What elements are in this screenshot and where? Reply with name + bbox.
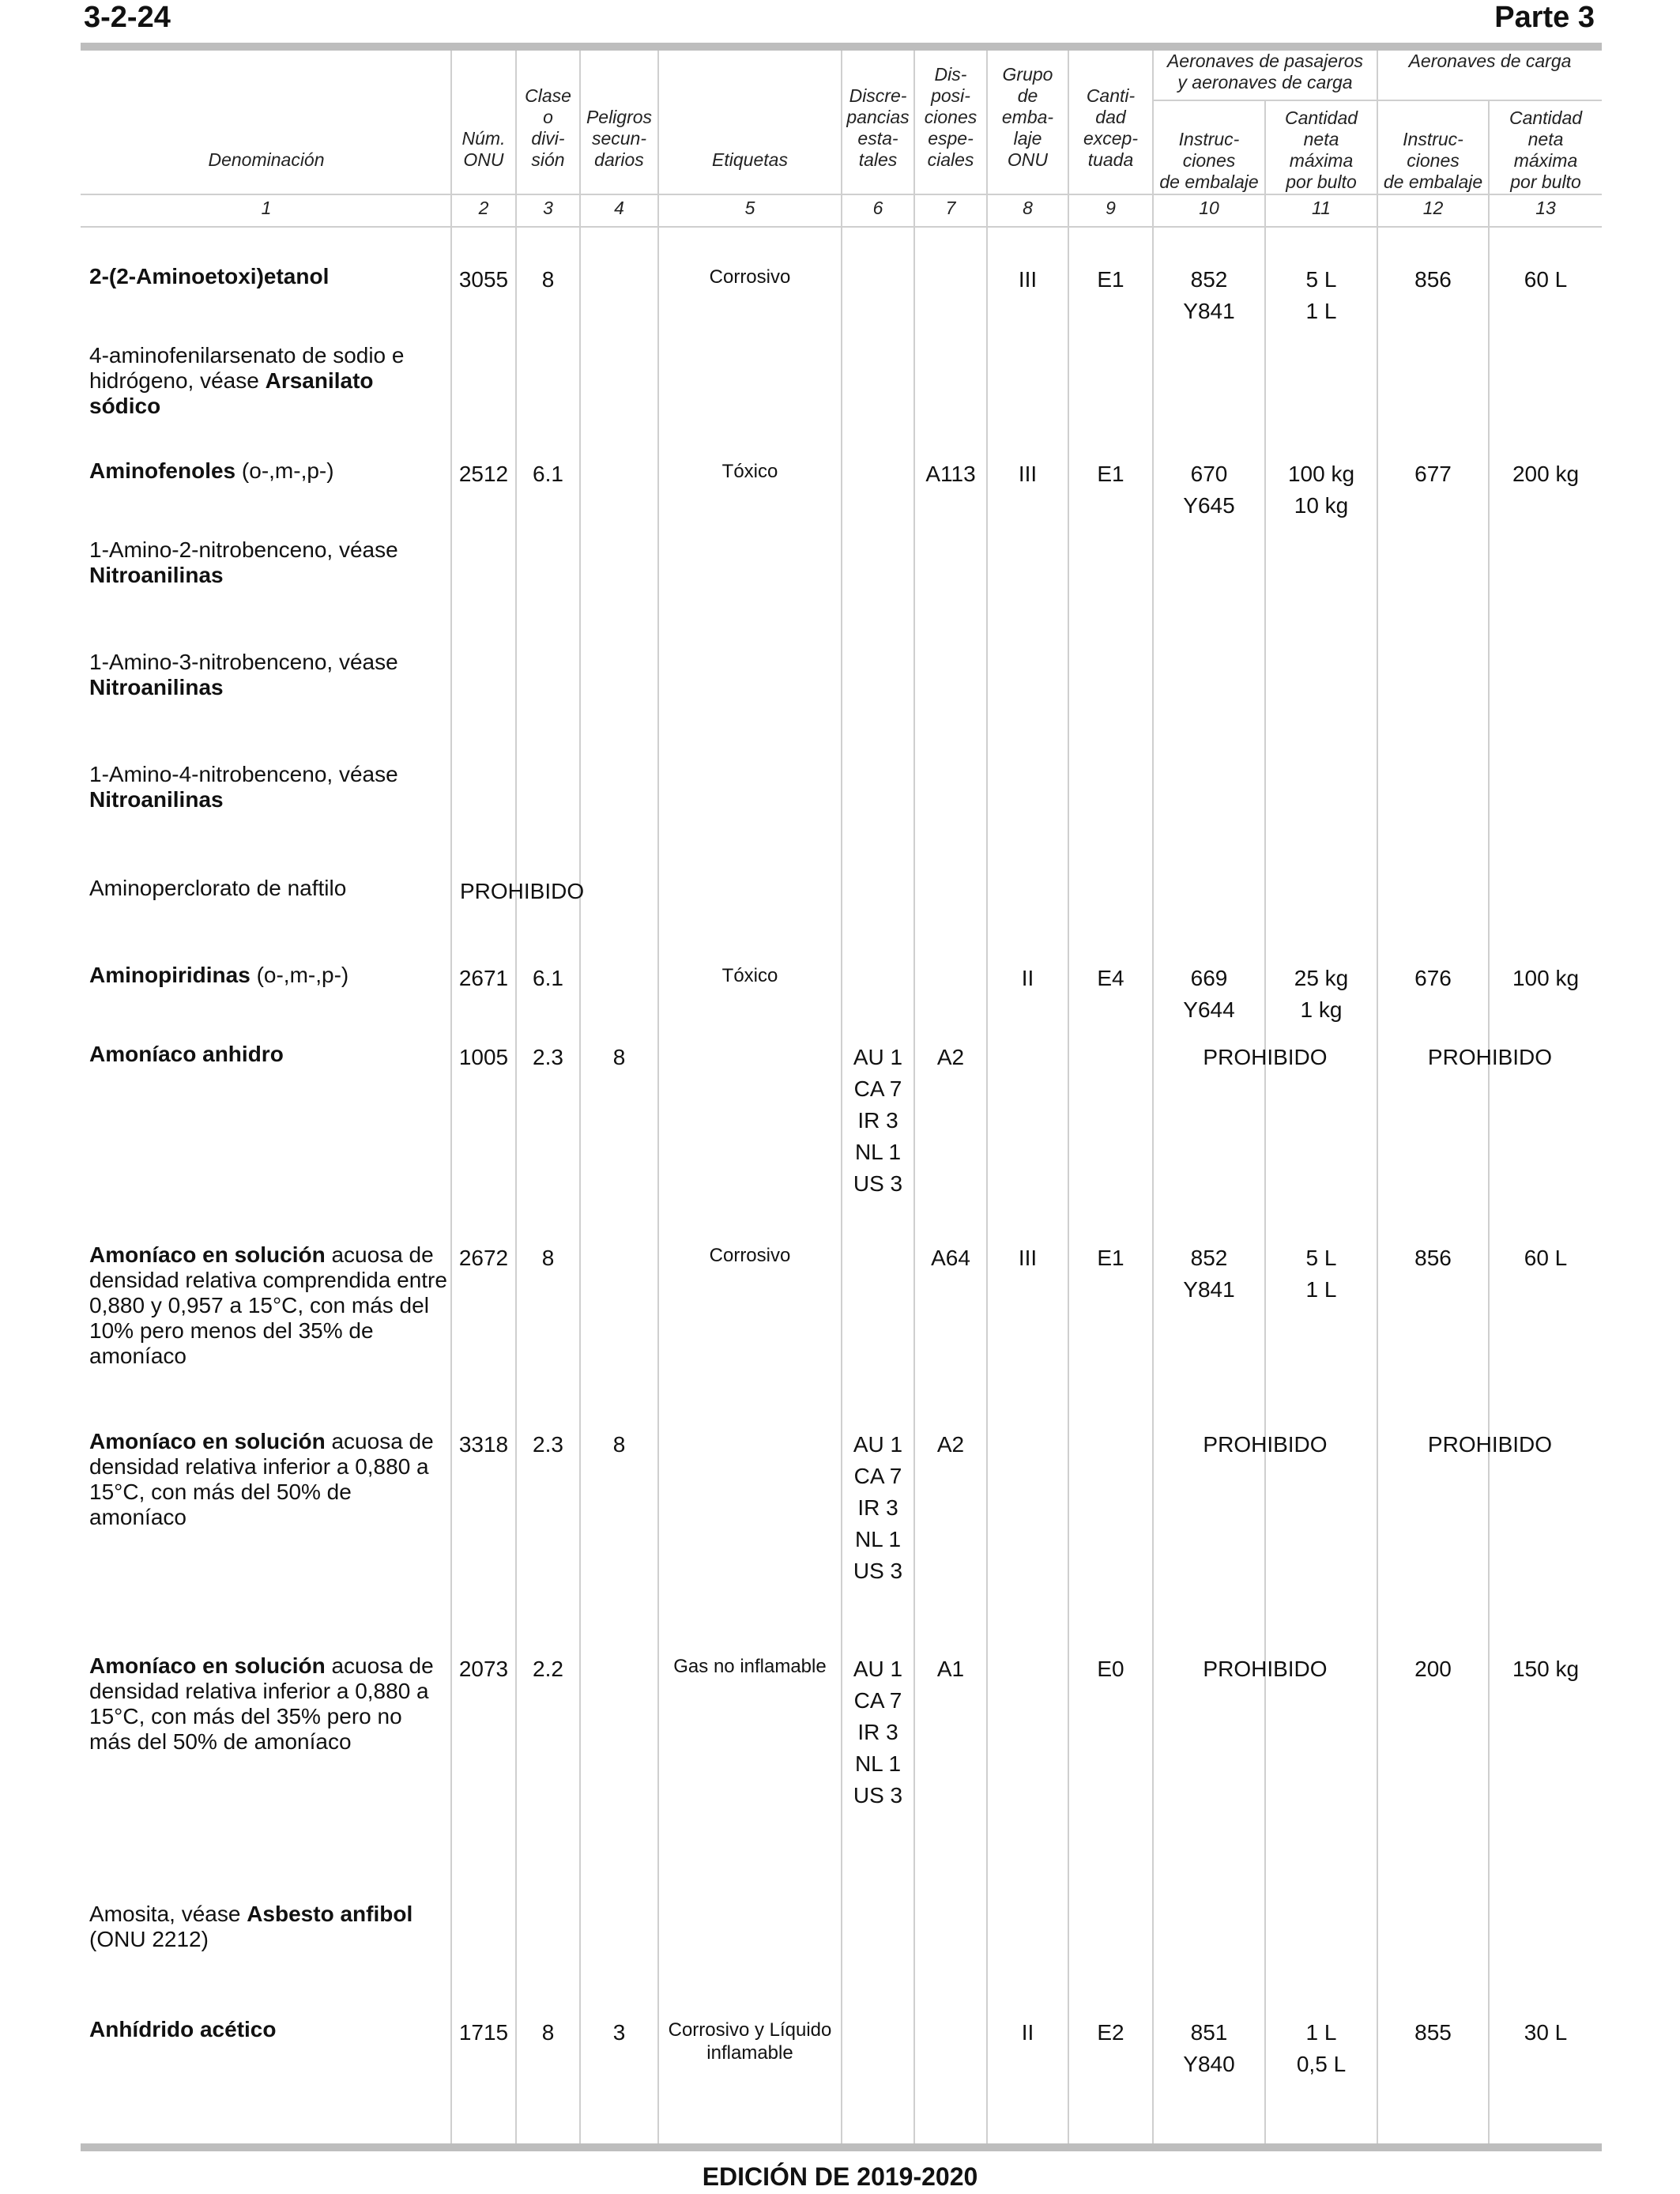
instrucciones-pasajeros: 670 Y645 [1183,462,1235,518]
header-peligros: Peligros secun- darios [586,107,653,170]
entry-name: 1-Amino-2-nitrobenceno, véase Nitroanilinas [89,537,398,587]
header-clase: Clase o divi- sión [525,85,571,170]
instrucciones-carga: 856 [1414,1246,1452,1270]
clase: 8 [541,1246,555,1270]
prohibido-pasajeros: PROHIBIDO [1203,1045,1328,1069]
header-num-onu: Núm. ONU [461,128,506,170]
col-number: 12 [1422,198,1444,218]
header-instrucciones-carga: Instruc- ciones de embalaje [1383,129,1483,192]
header-cantidad-exceptuada: Canti- dad excep- tuada [1083,85,1139,170]
num-onu: 3055 [458,267,509,292]
cantidad-exceptuada: E1 [1097,1246,1124,1270]
page-number: 3-2-24 [84,1,171,34]
cantidad-exceptuada: E1 [1097,267,1124,292]
entry-name: Aminofenoles (o-,m-,p-) [89,458,334,483]
discrepancias-estatales: AU 1 CA 7 IR 3 NL 1 US 3 [853,1432,903,1583]
col-number: 2 [478,198,489,218]
grupo-embalaje: II [1021,966,1034,990]
header-discrepancias: Discre- pancias esta- tales [846,85,910,170]
entry-name: Anhídrido acético [89,2017,277,2041]
col-number: 10 [1199,198,1219,218]
etiqueta: Tóxico [721,461,778,482]
cantidad-neta-pasajeros: 25 kg 1 kg [1294,966,1349,1022]
header-cantidad-neta-pasajeros: Cantidad neta máxima por bulto [1284,107,1358,192]
col-number: 7 [945,198,956,218]
part-label: Parte 3 [1494,1,1595,34]
grupo-embalaje: III [1018,1246,1038,1270]
entry-name: Amoníaco en solución acuosa de densidad relativa comprendida entre 0,880 y 0,957 a 15°C, con más del 10% pero menos del 35% de amoníaco [89,1242,447,1368]
header-aeronaves-pasajeros: Aeronaves de pasajeros y aeronaves de carga [1166,51,1364,92]
grupo-embalaje: III [1018,462,1038,486]
entry-name: 4-aminofenilarsenato de sodio e hidrógeno, véase Arsanilato sódico [89,343,405,418]
top-rule [81,43,1602,51]
num-onu: 2512 [458,462,509,486]
cantidad-exceptuada: E2 [1097,2020,1124,2045]
entry-name: 1-Amino-4-nitrobenceno, véase Nitroanilinas [89,762,398,812]
prohibido-carga: PROHIBIDO [1427,1432,1553,1457]
cantidad-neta-pasajeros: 1 L 0,5 L [1296,2020,1347,2076]
cantidad-neta-carga: 100 kg [1512,966,1580,990]
clase: 6.1 [533,966,563,990]
etiqueta: Tóxico [721,965,778,986]
clase: 8 [541,2020,555,2045]
disposiciones-especiales: A2 [936,1432,965,1457]
header-instrucciones-pasajeros: Instruc- ciones de embalaje [1159,129,1259,192]
cantidad-neta-carga: 200 kg [1512,462,1580,486]
instrucciones-carga: 856 [1414,267,1452,292]
disposiciones-especiales: A1 [936,1657,965,1681]
cantidad-neta-carga: 30 L [1524,2020,1568,2045]
bottom-rule [81,2143,1602,2151]
instrucciones-pasajeros: 851 Y840 [1183,2020,1235,2076]
instrucciones-carga: 677 [1414,462,1452,486]
clase: 2.3 [533,1432,563,1457]
grupo-embalaje: III [1018,267,1038,292]
etiqueta: Gas no inflamable [673,1656,827,1677]
col-number: 5 [744,198,755,218]
entry-name: Amoníaco anhidro [89,1042,284,1066]
instrucciones-carga: 855 [1414,2020,1452,2045]
cantidad-neta-carga: 150 kg [1512,1657,1580,1681]
entry-name: 2-(2-Aminoetoxi)etanol [89,264,330,288]
etiqueta: Corrosivo [709,1245,791,1266]
cantidad-neta-carga: 60 L [1524,267,1568,292]
prohibido-pasajeros: PROHIBIDO [1203,1432,1328,1457]
peligros-secundarios: 3 [612,2020,626,2045]
header-denominacion: Denominación [208,149,325,170]
disposiciones-especiales: A2 [936,1045,965,1069]
col-number: 8 [1023,198,1033,218]
num-onu: 1715 [458,2020,509,2045]
prohibido-label: PROHIBIDO [460,879,585,903]
cantidad-neta-pasajeros: 100 kg 10 kg [1287,462,1355,518]
col-number: 9 [1106,198,1116,218]
instrucciones-carga: 676 [1414,966,1452,990]
header-grupo: Grupo de emba- laje ONU [1001,64,1054,170]
col-number: 13 [1535,198,1556,218]
cantidad-exceptuada: E0 [1097,1657,1124,1681]
discrepancias-estatales: AU 1 CA 7 IR 3 NL 1 US 3 [853,1045,903,1196]
entry-name: Amoníaco en solución acuosa de densidad relativa inferior a 0,880 a 15°C, con más del 50% de amoníaco [89,1429,434,1529]
num-onu: 2073 [458,1657,509,1681]
entry-name: Amoníaco en solución acuosa de densidad relativa inferior a 0,880 a 15°C, con más del 35% pero no más del 50% de amoníaco [89,1653,434,1754]
header-cantidad-neta-carga: Cantidad neta máxima por bulto [1509,107,1583,192]
entry-name: Aminoperclorato de naftilo [89,876,347,900]
etiqueta: Corrosivo y Líquido inflamable [668,2019,832,2064]
peligros-secundarios: 8 [612,1432,626,1457]
col-number: 6 [872,198,883,218]
disposiciones-especiales: A113 [925,462,976,486]
col-number: 1 [261,198,272,218]
cantidad-neta-pasajeros: 5 L 1 L [1305,1246,1337,1302]
header-etiquetas: Etiquetas [712,149,788,170]
header-disposiciones: Dis- posi- ciones espe- ciales [924,64,977,170]
col-number: 11 [1312,198,1331,218]
disposiciones-especiales: A64 [931,1246,970,1270]
etiqueta: Corrosivo [709,266,791,288]
cantidad-exceptuada: E1 [1097,462,1124,486]
col-number: 4 [614,198,624,218]
col-number: 3 [543,198,553,218]
edition-footer: EDICIÓN DE 2019-2020 [702,2162,978,2191]
header-aeronaves-carga: Aeronaves de carga [1408,51,1572,71]
entry-name: 1-Amino-3-nitrobenceno, véase Nitroanilinas [89,650,398,699]
cantidad-neta-carga: 60 L [1524,1246,1568,1270]
clase: 8 [541,267,555,292]
instrucciones-carga: 200 [1414,1657,1452,1681]
clase: 6.1 [533,462,563,486]
cantidad-exceptuada: E4 [1097,966,1124,990]
cantidad-neta-pasajeros: 5 L 1 L [1305,267,1337,323]
instrucciones-pasajeros: 852 Y841 [1183,1246,1235,1302]
instrucciones-pasajeros: 852 Y841 [1183,267,1235,323]
peligros-secundarios: 8 [612,1045,626,1069]
grupo-embalaje: II [1021,2020,1034,2045]
entry-name: Aminopiridinas (o-,m-,p-) [89,963,349,987]
num-onu: 1005 [458,1045,509,1069]
clase: 2.2 [533,1657,563,1681]
clase: 2.3 [533,1045,563,1069]
num-onu: 2671 [458,966,509,990]
instrucciones-pasajeros: 669 Y644 [1183,966,1235,1022]
column-number-line [81,226,1602,228]
prohibido-carga: PROHIBIDO [1427,1045,1553,1069]
header-bottom-line [81,194,1602,195]
entry-name: Amosita, véase Asbesto anfibol (ONU 2212) [89,1902,413,1951]
num-onu: 2672 [458,1246,509,1270]
prohibido-pasajeros: PROHIBIDO [1203,1657,1328,1681]
group-header-line [1152,100,1602,101]
num-onu: 3318 [458,1432,509,1457]
discrepancias-estatales: AU 1 CA 7 IR 3 NL 1 US 3 [853,1657,903,1808]
